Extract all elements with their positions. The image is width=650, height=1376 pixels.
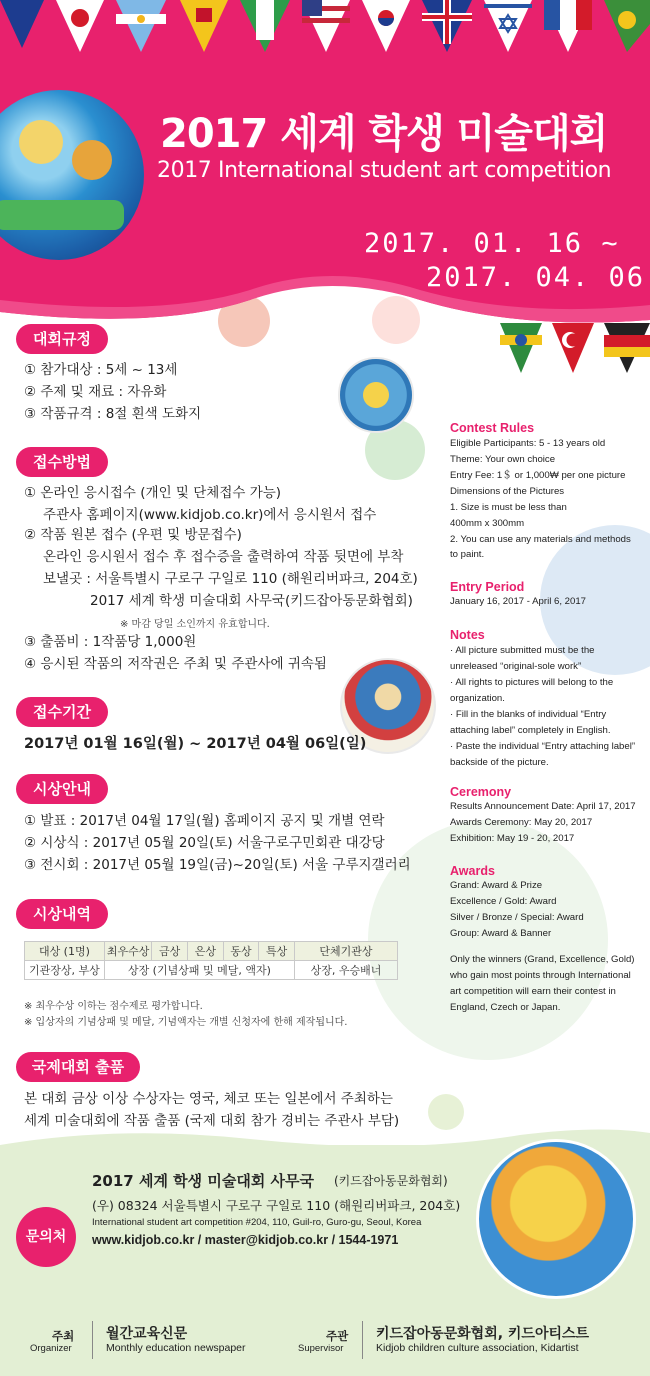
en-rules-line: 1. Size is must be less than: [450, 502, 567, 513]
date-end: 2017. 04. 06: [426, 262, 646, 293]
awards-note: ※ 입상자의 기념상패 및 메달, 기념액자는 개별 신청자에 한해 제작됩니다.: [24, 1017, 348, 1028]
office-name: 2017 세계 학생 미술대회 사무국: [92, 1172, 315, 1190]
section-label-submission: 접수방법: [16, 447, 108, 477]
en-rules-line: Entry Fee: 1＄ or 1,000₩ per one picture: [450, 470, 626, 481]
office-assoc: (키드잡아동문화협회): [334, 1174, 448, 1188]
en-rules-line: to paint.: [450, 549, 485, 560]
artwork-fish: [338, 357, 414, 433]
submission-line: 온라인 응시원서 접수 후 접수증을 출력하여 작품 뒷면에 부착: [43, 549, 404, 565]
date-start: 2017. 01. 16 ~: [364, 228, 620, 259]
international-line: 세계 미술대회에 작품 출품 (국제 대회 참가 경비는 주관사 부담): [24, 1113, 400, 1129]
divider: [362, 1321, 363, 1359]
awards-header: 대상 (1명): [25, 942, 105, 961]
en-rules-line: 400mm x 300mm: [450, 518, 525, 529]
submission-line: 보낼곳 : 서울특별시 구로구 구일로 110 (해원리버파크, 204호): [43, 571, 418, 587]
en-notes-line: · Paste the individual “Entry attaching label”: [450, 741, 636, 752]
en-ceremony-line: Awards Ceremony: May 20, 2017: [450, 817, 593, 828]
awards-header: 최우수상: [104, 942, 152, 961]
en-period-title: Entry Period: [450, 580, 525, 594]
flag-bunting: [0, 0, 650, 60]
supervisor-name-en: Kidjob children culture association, Kidartist: [376, 1342, 579, 1354]
section-label-rules: 대회규정: [16, 324, 108, 354]
page-title: 2017 세계 학생 미술대회: [160, 111, 608, 157]
en-rules-line: Dimensions of the Pictures: [450, 486, 565, 497]
ceremony-item: ② 시상식 : 2017년 05월 20일(토) 서울구로구민회관 대강당: [24, 835, 385, 851]
flag-icon: [500, 323, 650, 373]
section-label-ceremony: 시상안내: [16, 774, 108, 804]
organizer-label-en: Organizer: [30, 1343, 72, 1354]
contact-badge: 문의처: [16, 1207, 76, 1267]
submission-note: ※ 마감 당일 소인까지 유효합니다.: [120, 619, 270, 630]
section-label-international: 국제대회 출품: [16, 1052, 140, 1082]
address-en: International student art competition #204, 110, Guil-ro, Guro-gu, Seoul, Korea: [92, 1217, 422, 1228]
en-notes-line: · Fill in the blanks of individual “Entry: [450, 709, 607, 720]
awards-header: 동상: [223, 942, 259, 961]
rules-item: ① 참가대상 : 5세 ~ 13세: [24, 362, 178, 378]
awards-header: 특상: [259, 942, 295, 961]
en-notes-title: Notes: [450, 628, 485, 642]
awards-cell: 상장 (기념상패 및 메달, 액자): [104, 961, 294, 980]
supervisor-label-en: Supervisor: [298, 1343, 344, 1354]
ceremony-item: ③ 전시회 : 2017년 05월 19일(금)~20일(토) 서울 구루지갤러리: [24, 857, 411, 873]
organizer-label-ko: 주최: [52, 1329, 75, 1343]
submission-line: ④ 응시된 작품의 저작권은 주최 및 주관사에 귀속됨: [24, 656, 327, 672]
international-line: 본 대회 금상 이상 수상자는 영국, 체코 또는 일본에서 주최하는: [24, 1091, 393, 1107]
en-awards-line: Grand: Award & Prize: [450, 880, 543, 891]
awards-table: [24, 941, 398, 980]
en-awards-line: Only the winners (Grand, Excellence, Gold): [450, 954, 635, 965]
en-awards-title: Awards: [450, 864, 495, 878]
en-awards-line: Silver / Bronze / Special: Award: [450, 912, 584, 923]
footer: [0, 1145, 650, 1376]
en-notes-line: · All picture submitted must be the: [450, 645, 595, 656]
en-rules-title: Contest Rules: [450, 421, 535, 435]
awards-cell: 기관장상, 부상: [25, 961, 105, 980]
en-awards-line: Excellence / Gold: Award: [450, 896, 557, 907]
en-ceremony-line: Results Announcement Date: April 17, 2017: [450, 801, 636, 812]
awards-note: ※ 최우수상 이하는 점수제로 평가합니다.: [24, 1001, 203, 1012]
section-label-period: 접수기간: [16, 697, 108, 727]
divider: [92, 1321, 93, 1359]
en-rules-line: 2. You can use any materials and methods: [450, 534, 631, 545]
supervisor-name-ko: 키드잡아동문화협회, 키드아티스트: [376, 1326, 590, 1342]
awards-header: 단체기관상: [294, 942, 397, 961]
artwork-whale: [476, 1139, 636, 1299]
address-ko: (우) 08324 서울특별시 구로구 구일로 110 (해원리버파크, 204호): [92, 1198, 461, 1213]
flag-bunting-small: [500, 323, 650, 383]
rules-item: ③ 작품규격 : 8절 흰색 도화지: [24, 406, 202, 422]
ceremony-item: ① 발표 : 2017년 04월 17일(월) 홈페이지 공지 및 개별 연락: [24, 813, 385, 829]
en-rules-line: Eligible Participants: 5 - 13 years old: [450, 438, 606, 449]
en-ceremony-line: Exhibition: May 19 - 20, 2017: [450, 833, 575, 844]
en-period-text: January 16, 2017 - April 6, 2017: [450, 596, 587, 607]
submission-line: 주관사 홈페이지(www.kidjob.co.kr)에서 응시원서 접수: [43, 507, 377, 523]
en-awards-line: who gain most points through International: [450, 970, 631, 981]
en-notes-line: organization.: [450, 693, 505, 704]
en-awards-line: art competition will earn their contest in: [450, 986, 616, 997]
en-ceremony-title: Ceremony: [450, 785, 512, 799]
submission-line: ② 작품 원본 접수 (우편 및 방문접수): [24, 527, 242, 543]
awards-cell: 상장, 우승배너: [294, 961, 397, 980]
en-notes-line: unreleased “original-sole work”: [450, 661, 582, 672]
submission-line: 2017 세계 학생 미술대회 사무국(키드잡아동문화협회): [90, 593, 413, 609]
submission-line: ③ 출품비 : 1작품당 1,000원: [24, 634, 197, 650]
en-notes-line: backside of the picture.: [450, 757, 549, 768]
awards-header: 금상: [152, 942, 188, 961]
flag-icon: [0, 0, 650, 52]
rules-item: ② 주제 및 재료 : 자유화: [24, 384, 167, 400]
awards-header: 은상: [188, 942, 224, 961]
section-label-awards: 시상내역: [16, 899, 108, 929]
submission-line: ① 온라인 응시접수 (개인 및 단체접수 가능): [24, 485, 282, 501]
en-awards-line: England, Czech or Japan.: [450, 1002, 561, 1013]
organizer-name-ko: 월간교육신문: [106, 1326, 188, 1342]
en-awards-line: Group: Award & Banner: [450, 928, 552, 939]
en-notes-line: · All rights to pictures will belong to the: [450, 677, 614, 688]
contact-links[interactable]: www.kidjob.co.kr / master@kidjob.co.kr / 1544-1971: [92, 1233, 399, 1247]
period-text: 2017년 01월 16일(월) ~ 2017년 04월 06일(일): [24, 736, 367, 752]
en-rules-line: Theme: Your own choice: [450, 454, 556, 465]
organizer-name-en: Monthly education newspaper: [106, 1342, 246, 1354]
page-subtitle: 2017 International student art competition: [157, 158, 612, 183]
en-notes-line: attaching label” completely in English.: [450, 725, 611, 736]
supervisor-label-ko: 주관: [326, 1329, 349, 1343]
